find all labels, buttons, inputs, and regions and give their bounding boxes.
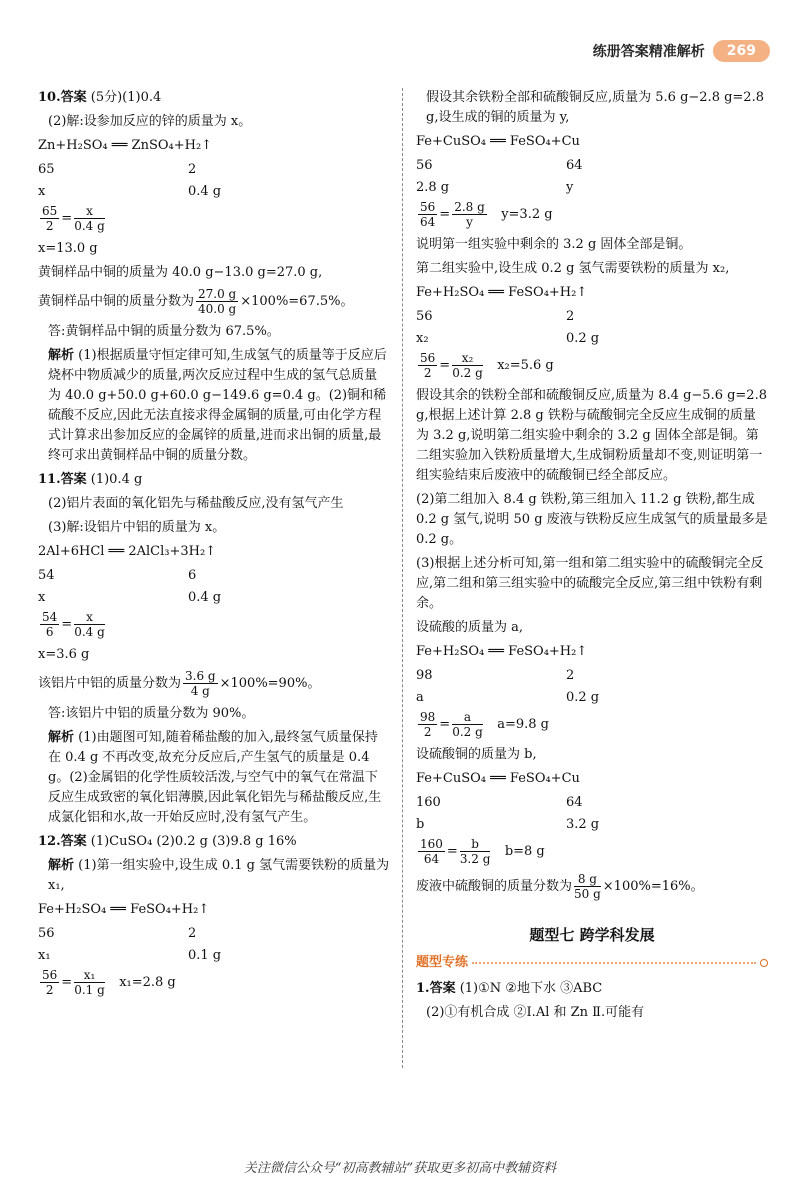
a1-answer-line: [416, 979, 768, 999]
section-title: 题型七 跨学科发展: [529, 926, 655, 944]
fraction: $\frac{b}{3.2 g}$: [459, 837, 491, 866]
ratio-row: [416, 688, 768, 708]
right-para-4: 假设其余的铁粉全部和硫酸铜反应,质量为 8.4 g−5.6 g=2.8 g,根据上述计算 2.8 g 铁粉与硫酸铜完全反应生成铜的质量为 3.2 g,说明第二组实验中剩余的 3.2 g 固体全部是铜。第二组实验加入铁粉质量增大,生成铜粉质量却不变,则证明第一组实验结束后废液中的硫酸铜已经全部反应。: [416, 388, 767, 483]
ratio-value: 0.4 g: [188, 590, 222, 605]
ratio-row: [416, 156, 768, 176]
ratio-row: [416, 329, 768, 349]
fraction: $\frac{98}{2}$: [420, 710, 436, 739]
ratio-value: 3.2 g: [566, 817, 600, 832]
ratio-row: [416, 793, 768, 813]
ratio-value: 2.8 g: [416, 180, 450, 195]
q12-answer: (1)CuSO₄ (2)0.2 g (3)9.8 g 16%: [90, 834, 297, 849]
fraction: $\frac{x}{0.4 g}$: [74, 204, 105, 233]
fraction: $\frac{x}{0.4 g}$: [74, 610, 105, 639]
fraction: $\frac{65}{2}$: [42, 204, 58, 233]
ratio-value: 2: [566, 309, 575, 324]
explanation-text: (1)由题图可知,随着稀盐酸的加入,最终氢气质量保持在 0.4 g 不再改变,故充分反应后,产生氢气的质量是 0.4 g。(2)金属铝的化学性质较活泼,与空气中的氧气在常温下反应生成致密的氧化铝薄膜,因此氧化铝先与稀盐酸反应,生成氯化铝和水,故一开始反应时,没有氢气产生。: [48, 730, 382, 825]
q11-proportion: $\frac{54}{6}$ = $\frac{x}{0.4 g}$: [42, 610, 105, 639]
q10-ratio-row: [38, 182, 390, 202]
q12-result: x₁=2.8 g: [119, 975, 176, 990]
ratio-value: 54: [38, 568, 55, 583]
q10-result: x=13.0 g: [38, 241, 98, 256]
ratio-value: 2: [188, 926, 197, 941]
a1-part2: (2)①有机合成 ②Ⅰ.Al 和 Zn Ⅱ.可能有: [426, 1005, 645, 1020]
result: a=9.8 g: [497, 717, 549, 732]
ratio-value: b: [416, 817, 425, 832]
fraction: $\frac{8 g}{50 g}$: [574, 872, 601, 901]
ratio-value: x: [38, 590, 46, 605]
fraction: $\frac{56}{2}$: [420, 351, 436, 380]
practice-label: [416, 953, 768, 973]
right-column: [416, 88, 768, 1027]
a1-answer: (1)①N ②地下水 ③ABC: [459, 981, 603, 996]
ratio-value: x: [38, 184, 46, 199]
fraction: $\frac{3.6 g}{4 g}$: [185, 669, 216, 698]
result: b=8 g: [504, 844, 545, 859]
right-para-8: 设硫酸铜的质量为 b,: [416, 747, 537, 762]
q11-explanation: [38, 728, 390, 828]
fraction: $\frac{\text{x₂}}{0.2 g}$: [452, 351, 483, 380]
q11-ratio-row: [38, 588, 390, 608]
q11-answer: (1)0.4 g: [90, 472, 143, 487]
equation: Fe+H₂SO₄ ══ FeSO₄+H₂↑: [416, 644, 588, 659]
q11-answer-line: [38, 470, 390, 490]
q12-ratio-row: [38, 946, 390, 966]
q11-ratio-row: [38, 566, 390, 586]
right-para-7: 设硫酸的质量为 a,: [416, 620, 524, 635]
q10-answer: (5分)(1)0.4: [90, 90, 162, 105]
proportion: $\frac{56}{2}$ = $\frac{\text{x₂}}{0.2 g}$ x₂=5.6 g: [420, 351, 554, 380]
ratio-row: [416, 815, 768, 835]
q10-percentage: 黄铜样品中铜的质量分数为 $\frac{27.0 g}{40.0 g}$ ×100%=67.5%。: [38, 287, 354, 316]
equation: Fe+CuSO₄ ══ FeSO₄+Cu: [416, 134, 580, 149]
fraction: $\frac{a}{0.2 g}$: [452, 710, 483, 739]
q11-label: 11.答案: [38, 472, 87, 487]
header-title: 练册答案精准解析: [592, 44, 705, 60]
a1-label: 1.答案: [416, 981, 456, 996]
explanation-text: (1)第一组实验中,设生成 0.1 g 氢气需要铁粉的质量为 x₁,: [48, 858, 390, 893]
q11-result: x=3.6 g: [38, 647, 90, 662]
practice-label-text: 题型专练: [416, 955, 469, 970]
q10-final-answer: 答:黄铜样品中铜的质量分数为 67.5%。: [48, 324, 280, 339]
result: x₂=5.6 g: [497, 358, 554, 373]
ratio-value: y: [566, 180, 574, 195]
explanation-label: 解析: [48, 730, 75, 745]
fraction: $\frac{54}{6}$: [42, 610, 58, 639]
ratio-row: [416, 307, 768, 327]
q11-final-answer: 答:该铝片中铝的质量分数为 90%。: [48, 706, 255, 721]
right-para-5: (2)第二组加入 8.4 g 铁粉,第三组加入 11.2 g 铁粉,都生成 0.2 g 氢气,说明 50 g 废液与铁粉反应生成氢气的质量最多是 0.2 g。: [416, 492, 768, 547]
dotted-rule: [472, 962, 756, 964]
fraction: $\frac{\text{x₁}}{0.1 g}$: [74, 968, 105, 997]
q12-answer-line: [38, 832, 390, 852]
fraction: $\frac{2.8 g}{y}$: [454, 200, 485, 229]
ratio-value: 0.2 g: [566, 331, 600, 346]
ratio-value: x₁: [38, 948, 51, 963]
ratio-value: 0.4 g: [188, 184, 222, 199]
ratio-value: x₂: [416, 331, 429, 346]
fraction: $\frac{27.0 g}{40.0 g}$: [198, 287, 237, 316]
ratio-value: 98: [416, 668, 433, 683]
ratio-row: [416, 178, 768, 198]
footer-note: 关注微信公众号“初高教辅站”获取更多初高中教辅资料: [243, 1161, 557, 1176]
q10-equation: Zn+H₂SO₄ ══ ZnSO₄+H₂↑: [38, 138, 213, 153]
right-para-6: (3)根据上述分析可知,第一组和第二组实验中的硫酸铜完全反应,第二组和第三组实验中的硫酸完全反应,第三组中铁粉有剩余。: [416, 556, 764, 611]
fraction: $\frac{56}{64}$: [420, 200, 436, 229]
equation: Fe+CuSO₄ ══ FeSO₄+Cu: [416, 771, 580, 786]
q12-label: 12.答案: [38, 834, 87, 849]
ratio-value: 2: [188, 162, 197, 177]
explanation-label: 解析: [48, 348, 75, 363]
circle-icon: [760, 959, 768, 967]
page-number-badge: 269: [713, 40, 770, 62]
q12-ratio-row: [38, 924, 390, 944]
ratio-value: 0.2 g: [566, 690, 600, 705]
right-para-1: 假设其余铁粉全部和硫酸铜反应,质量为 5.6 g−2.8 g=2.8 g,设生成的铜的质量为 y,: [426, 90, 764, 125]
ratio-value: 160: [416, 795, 441, 810]
ratio-value: a: [416, 690, 424, 705]
q12-explanation: [38, 856, 390, 896]
proportion: $\frac{56}{64}$ = $\frac{2.8 g}{y}$ y=3.2 g: [420, 200, 553, 229]
q10-label: 10.答案: [38, 90, 87, 105]
q11-percentage: 该铝片中铝的质量分数为 $\frac{3.6 g}{4 g}$ ×100%=90%。: [38, 669, 321, 698]
ratio-value: 2: [566, 668, 575, 683]
left-column: [38, 88, 390, 1003]
q11-part3: (3)解:设铝片中铝的质量为 x。: [48, 520, 226, 535]
ratio-value: 56: [416, 309, 433, 324]
ratio-value: 56: [38, 926, 55, 941]
explanation-label: 解析: [48, 858, 75, 873]
fraction: $\frac{56}{2}$: [42, 968, 58, 997]
q11-equation: 2Al+6HCl ══ 2AlCl₃+3H₂↑: [38, 544, 217, 559]
proportion: $\frac{98}{2}$ = $\frac{a}{0.2 g}$ a=9.8 g: [420, 710, 549, 739]
final-percentage: 废液中硫酸铜的质量分数为 $\frac{8 g}{50 g}$ ×100%=16%。: [416, 872, 704, 901]
q12-equation: Fe+H₂SO₄ ══ FeSO₄+H₂↑: [38, 902, 210, 917]
q10-answer-line: [38, 88, 390, 108]
ratio-value: 64: [566, 795, 583, 810]
ratio-value: 65: [38, 162, 55, 177]
ratio-value: 0.1 g: [188, 948, 222, 963]
equation: Fe+H₂SO₄ ══ FeSO₄+H₂↑: [416, 285, 588, 300]
right-para-3: 第二组实验中,设生成 0.2 g 氢气需要铁粉的质量为 x₂,: [416, 261, 730, 276]
q10-proportion: $\frac{65}{2}$ = $\frac{x}{0.4 g}$: [42, 204, 105, 233]
ratio-value: 6: [188, 568, 197, 583]
ratio-row: [416, 666, 768, 686]
q12-proportion: $\frac{56}{2}$ = $\frac{\text{x₁}}{0.1 g}$ x₁=2.8 g: [42, 968, 176, 997]
page-header: [593, 38, 770, 64]
column-divider: [402, 88, 403, 1068]
q10-solution-intro: (2)解:设参加反应的锌的质量为 x。: [48, 114, 252, 129]
ratio-value: 64: [566, 158, 583, 173]
q10-explanation: [38, 346, 390, 466]
right-para-2: 说明第一组实验中剩余的 3.2 g 固体全部是铜。: [416, 237, 692, 252]
q11-part2: (2)铝片表面的氧化铝先与稀盐酸反应,没有氢气产生: [48, 496, 344, 511]
q10-ratio-row: [38, 160, 390, 180]
proportion: $\frac{160}{64}$ = $\frac{b}{3.2 g}$ b=8 g: [420, 837, 545, 866]
ratio-value: 56: [416, 158, 433, 173]
q10-copper-mass: 黄铜样品中铜的质量为 40.0 g−13.0 g=27.0 g,: [38, 265, 323, 280]
result: y=3.2 g: [501, 207, 553, 222]
fraction: $\frac{160}{64}$: [420, 837, 443, 866]
explanation-text: (1)根据质量守恒定律可知,生成氢气的质量等于反应后烧杯中物质减少的质量,两次反应过程中生成的氢气总质量为 40.0 g+50.0 g+60.0 g−149.6 g=0.4 g。(2)铜和稀硫酸不反应,因此无法直接求得金属铜的质量,可由化学方程式计算求出参加反应的金属锌的质量,进而求出铜的质量,最终可求出黄铜样品中铜的质量分数。: [48, 348, 387, 463]
